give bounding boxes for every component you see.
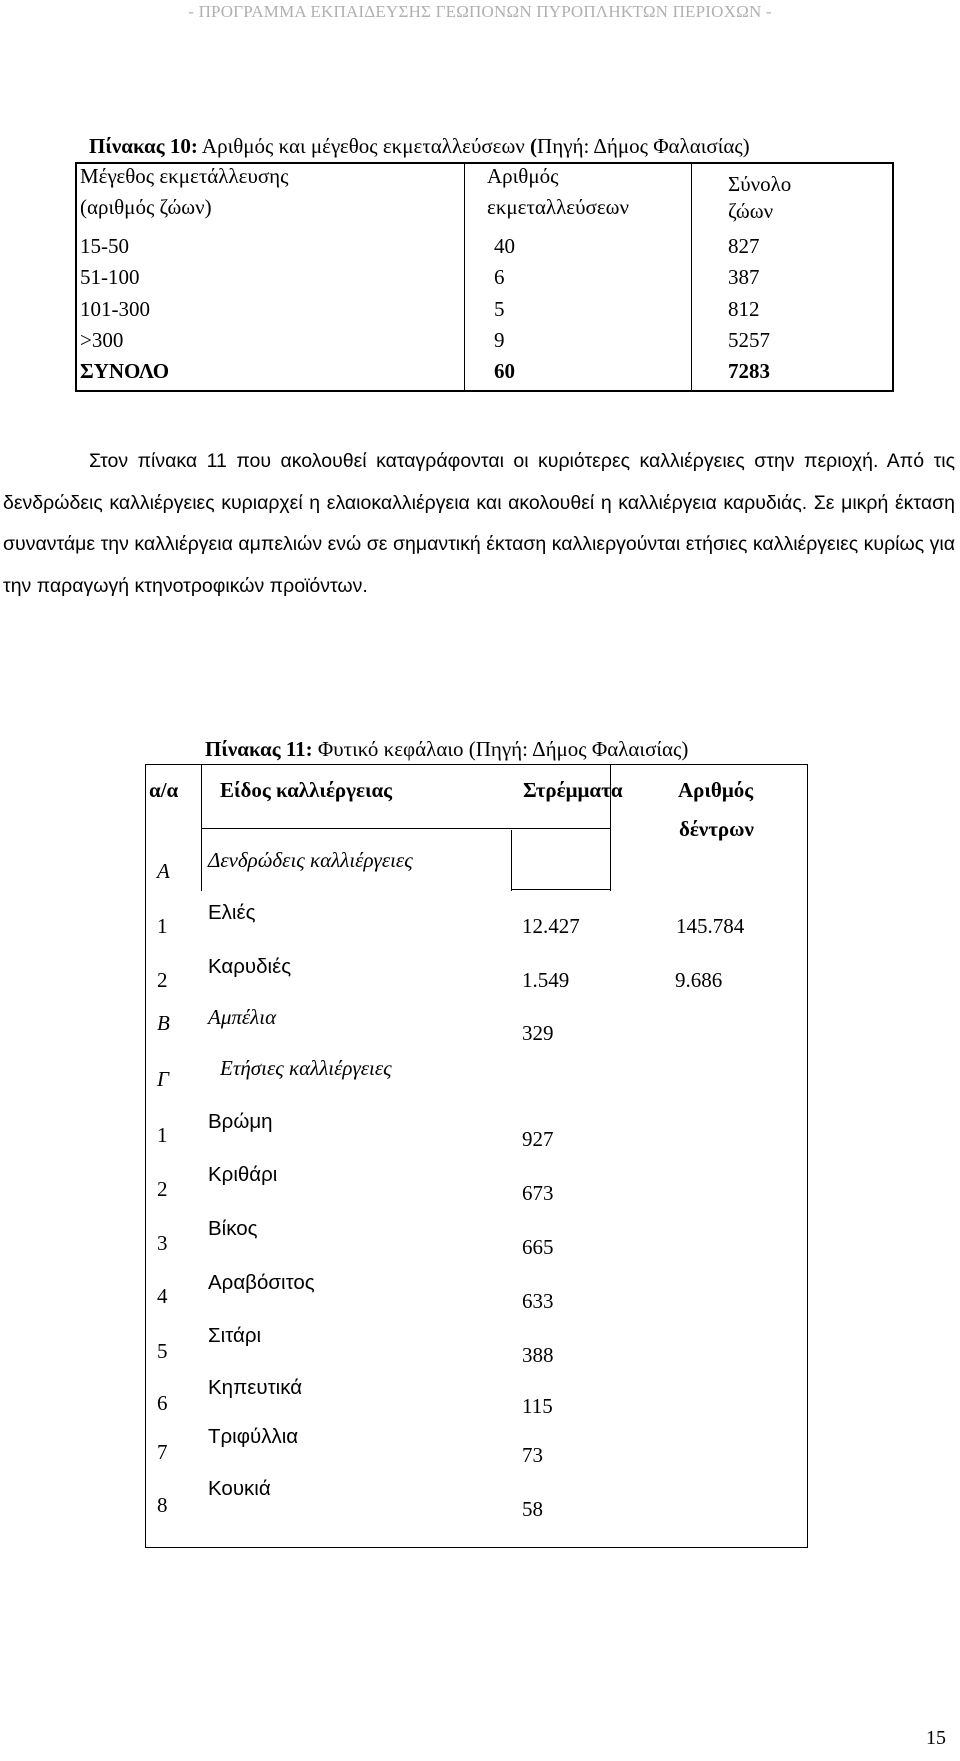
table11-kind: Κηπευτικά (208, 1376, 303, 1399)
table11-aa: 5 (157, 1339, 168, 1363)
table10-cell: 5257 (728, 328, 770, 352)
table11-stremmata: 927 (522, 1127, 554, 1151)
table10-header-size-line1: Μέγεθος εκμετάλλευσης (80, 164, 289, 188)
table11-kind: Καρυδιές (208, 955, 292, 978)
table10-total-label: ΣΥΝΟΛΟ (80, 359, 170, 383)
table10-caption-paren: ( (530, 134, 538, 158)
table10-header-total-line2: ζώων (728, 199, 774, 223)
table11-aa: 3 (157, 1231, 168, 1255)
table11-aa: Α (157, 859, 170, 883)
table11-caption-text: Φυτικό κεφάλαιο (Πηγή: Δήμος Φαλαισίας) (312, 737, 689, 761)
table10-caption-source: Πηγή: Δήμος Φαλαισίας) (537, 134, 750, 158)
table11-kind: Τριφύλλια (208, 1425, 299, 1448)
table11-header-trees-line2: δέντρων (679, 817, 754, 841)
table10-caption-label: Πίνακας 10: (89, 134, 198, 158)
table10-cell: 9 (494, 328, 505, 352)
table11-aa: Γ (157, 1067, 169, 1091)
table11-header-kind: Είδος καλλιέργειας (220, 778, 393, 802)
table11-header-aa: α/α (149, 778, 179, 802)
table11-stremmata: 673 (522, 1181, 554, 1205)
body-paragraph: Στον πίνακα 11 που ακολουθεί καταγράφονται οι κυριότερες καλλιέργειες στην περιοχή. Από τις δενδρώδεις καλλιέργειες κυριαρχεί η ελαιοκαλλιέργεια και ακολουθεί η καλλιέργεια καρυδιάς. Σε μικρή έκταση συναντάμε την καλλιέργεια αμπελιών ενώ σε σημαντική έκταση καλλιεργούνται ετήσιες καλλιέργειες κυρίως για την παραγωγή κτηνοτροφικών προϊόντων. (3, 450, 955, 597)
table11-aa: 8 (157, 1493, 168, 1517)
table10-cell: 387 (728, 265, 760, 289)
table10-col-divider (691, 164, 692, 390)
table10-header-count-line1: Αριθμός (487, 164, 559, 188)
table10-total-count: 60 (494, 359, 515, 383)
table10-header-total-line1: Σύνολο (728, 172, 792, 196)
table11-stremmata: 1.549 (522, 968, 570, 992)
table11-stremmata: 115 (522, 1394, 553, 1418)
table10-cell: 40 (494, 234, 515, 258)
table11-aa: 1 (157, 914, 168, 938)
table10-header-count-line2: εκμεταλλεύσεων (487, 195, 629, 219)
table11-kind: Κουκιά (208, 1477, 271, 1500)
table11-stremmata: 388 (522, 1343, 554, 1367)
table11-aa: 2 (157, 968, 168, 992)
table10-cell: 15-50 (80, 234, 129, 258)
table10-caption-text: Αριθμός και μέγεθος εκμεταλλεύσεων (197, 134, 531, 158)
table11-kind: Βρώμη (208, 1110, 273, 1133)
table11-kind-category: Αμπέλια (208, 1005, 277, 1029)
table11-stremmata: 58 (522, 1497, 543, 1521)
table11-aa: 1 (157, 1123, 168, 1147)
table11-caption-label: Πίνακας 11: (205, 737, 313, 761)
table10 (75, 162, 894, 392)
table11-stremmata: 665 (522, 1235, 554, 1259)
table11 (145, 764, 808, 1548)
table11-caption (205, 737, 688, 762)
table11-trees: 9.686 (675, 968, 723, 992)
table10-header-size-line2: (αριθμός ζώων) (80, 195, 212, 219)
table10-cell: 6 (494, 265, 505, 289)
table11-aa: 6 (157, 1391, 168, 1415)
table11-kind: Ελιές (208, 901, 256, 924)
table10-col-divider (464, 164, 465, 390)
running-header: - ΠΡΟΓΡΑΜΜΑ ΕΚΠΑΙΔΕΥΣΗΣ ΓΕΩΠΟΝΩΝ ΠΥΡΟΠΛΗΚΤΩΝ ΠΕΡΙΟΧΩΝ - (188, 2, 772, 21)
table11-kind: Βίκος (208, 1217, 258, 1240)
table11-row-divider (201, 828, 610, 829)
table10-cell: 51-100 (80, 265, 140, 289)
table10-cell: 101-300 (80, 297, 150, 321)
table11-aa: 7 (157, 1440, 168, 1464)
table10-cell: 5 (494, 297, 505, 321)
table11-header-trees-line1: Αριθμός (678, 778, 754, 802)
table11-aa: 4 (157, 1284, 168, 1308)
table10-caption (89, 134, 750, 159)
table11-kind-category: Ετήσιες καλλιέργειες (220, 1056, 392, 1080)
table11-aa: 2 (157, 1177, 168, 1201)
table11-header-stremmata: Στρέμματα (523, 778, 623, 802)
table11-kind: Αραβόσιτος (208, 1271, 315, 1294)
table11-trees: 145.784 (676, 914, 745, 938)
table11-kind: Σιτάρι (208, 1324, 262, 1347)
table10-cell: >300 (80, 328, 124, 352)
table11-stremmata: 73 (522, 1443, 543, 1467)
table10-cell: 812 (728, 297, 760, 321)
table10-cell: 827 (728, 234, 760, 258)
table11-stremmata: 12.427 (522, 914, 580, 938)
table10-total-animals: 7283 (728, 359, 770, 383)
table11-kind-category: Δενδρώδεις καλλιέργειες (208, 848, 413, 872)
table11-kind: Κριθάρι (208, 1163, 278, 1186)
table11-stremmata: 329 (522, 1021, 554, 1045)
table11-col-divider (511, 830, 512, 891)
page-number: 15 (926, 1727, 946, 1749)
table11-row-divider (511, 889, 610, 890)
table11-aa: Β (157, 1011, 170, 1035)
table11-stremmata: 633 (522, 1289, 554, 1313)
